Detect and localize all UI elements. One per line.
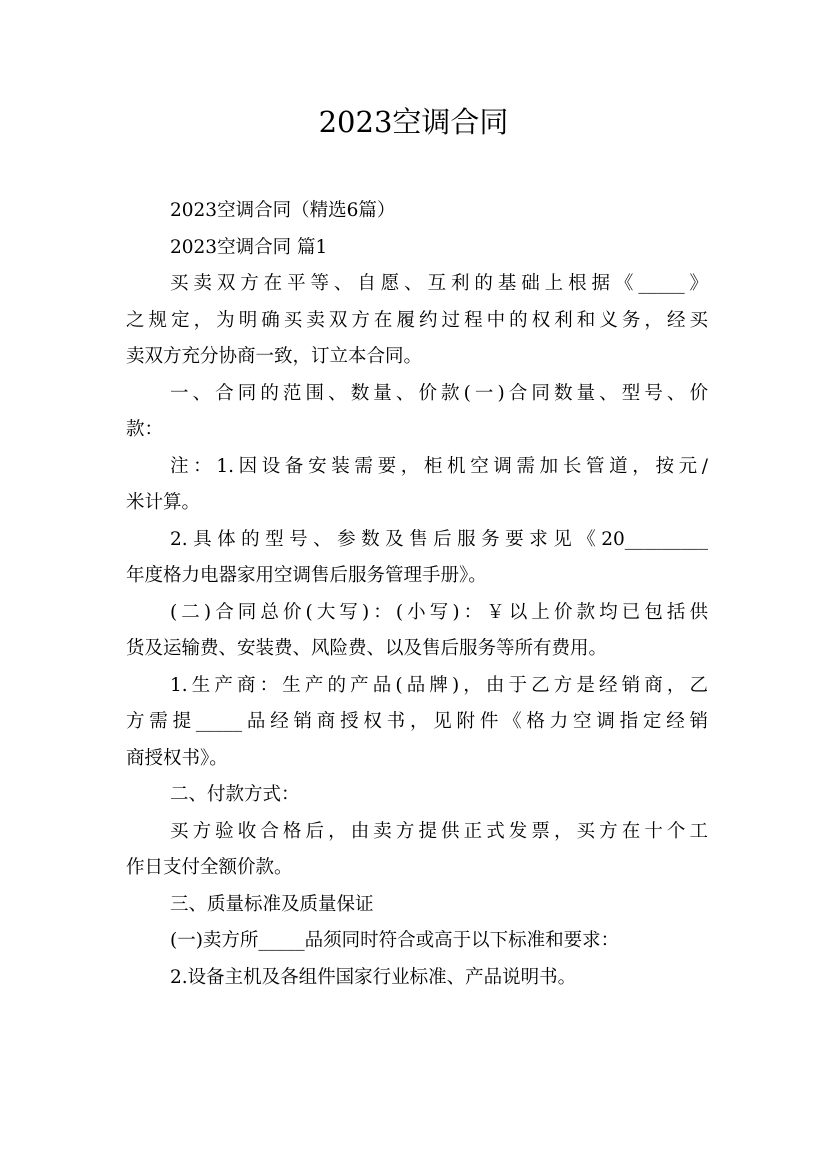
text-line: 商授权书》。 xyxy=(126,747,228,769)
paragraph-note xyxy=(126,449,708,522)
text-line: 注：1.因设备安装需要，柜机空调需加长管道，按元/ xyxy=(170,455,708,477)
paragraph-subtitle xyxy=(126,193,708,230)
text-line: (二)合同总价(大写)：(小写)：￥以上价款均已包括供 xyxy=(170,601,708,623)
text-line: 买方验收合格后，由卖方提供正式发票，买方在十个工 xyxy=(170,820,708,842)
text-line: 买卖双方在平等、自愿、互利的基础上根据《_____》 xyxy=(170,273,708,294)
text-line: 货及运输费、安装费、风险费、以及售后服务等所有费用。 xyxy=(126,638,608,659)
text-line: 卖双方充分协商一致，订立本合同。 xyxy=(126,346,423,367)
text-line: 年度格力电器家用空调售后服务管理手册》。 xyxy=(126,565,487,586)
text-line: 之规定，为明确买卖双方在履约过程中的权利和义务，经买 xyxy=(126,309,708,331)
paragraph-section-one xyxy=(126,376,708,449)
paragraph-model-spec xyxy=(126,522,708,595)
text-line: 款： xyxy=(126,419,164,440)
text-line: 方需提_____品经销商授权书，见附件《格力空调指定经销 xyxy=(126,711,708,732)
paragraph-payment xyxy=(126,814,708,887)
paragraph-quality-requirement xyxy=(126,923,708,960)
text-line: 一、合同的范围、数量、价款(一)合同数量、型号、价 xyxy=(170,382,708,404)
paragraph-preamble xyxy=(126,266,708,376)
text-line: 2023空调合同（精选6篇） xyxy=(170,200,396,221)
text-line: 作日支付全额价款。 xyxy=(126,857,293,878)
text-line: 2.具体的型号、参数及售后服务要求见《20_________ xyxy=(170,528,708,550)
paragraph-section-three xyxy=(126,887,708,924)
text-line: 1.生产商：生产的产品(品牌)，由于乙方是经销商，乙 xyxy=(170,674,708,696)
text-line: 二、付款方式： xyxy=(170,784,300,805)
paragraph-total-price xyxy=(126,595,708,668)
text-line: 2023空调合同 篇1 xyxy=(170,236,328,258)
text-line: 三、质量标准及质量保证 xyxy=(170,893,374,915)
paragraph-industry-standard xyxy=(126,960,708,997)
document-body xyxy=(126,193,708,996)
text-line: (一)卖方所_____品须同时符合或高于以下标准和要求： xyxy=(170,930,620,951)
paragraph-section-two xyxy=(126,777,708,814)
document-title: 2023空调合同 xyxy=(318,105,509,139)
paragraph-manufacturer xyxy=(126,668,708,778)
text-line: 2.设备主机及各组件国家行业标准、产品说明书。 xyxy=(170,966,577,988)
text-line: 米计算。 xyxy=(126,492,201,513)
paragraph-part-heading xyxy=(126,230,708,267)
